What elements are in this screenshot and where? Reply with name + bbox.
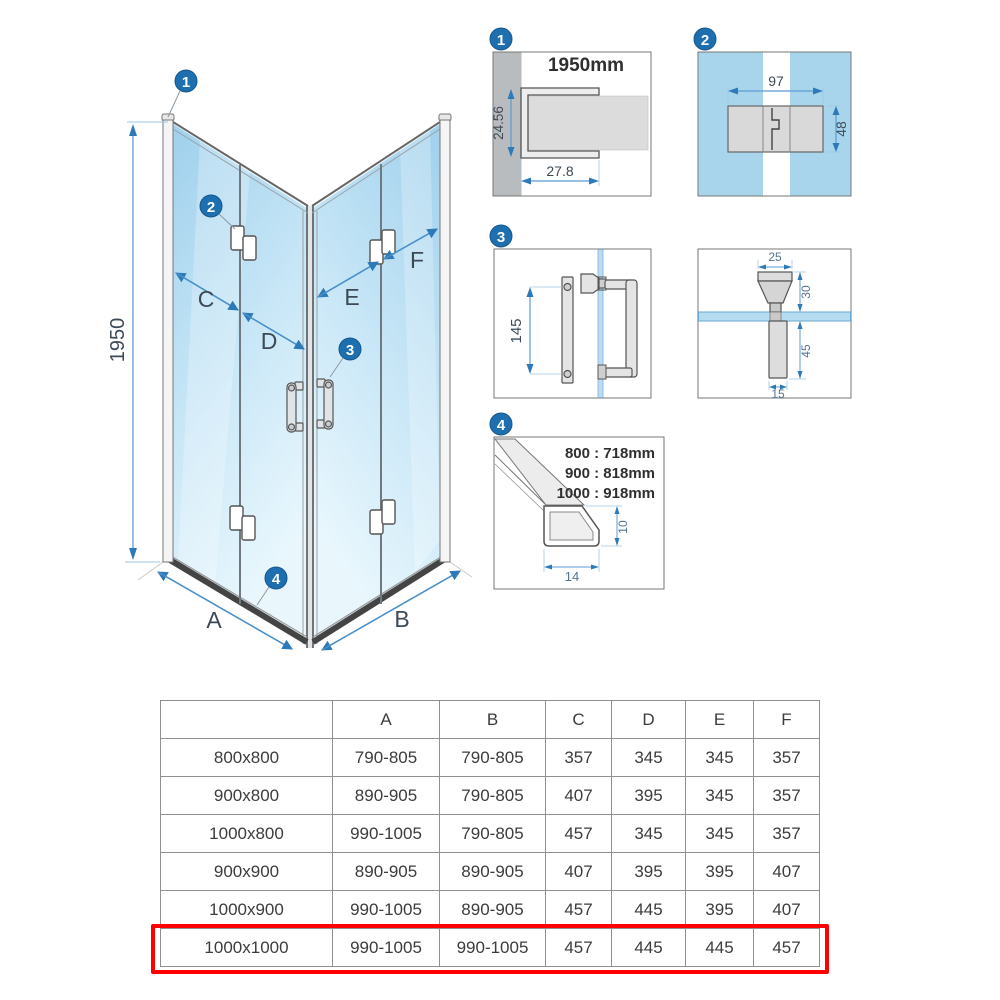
value-cell: 457 xyxy=(546,815,612,853)
svg-text:2: 2 xyxy=(206,199,216,216)
right-wall-post xyxy=(440,120,450,562)
svg-text:145: 145 xyxy=(508,318,525,344)
col-header-size xyxy=(161,701,333,739)
col-header-A: A xyxy=(333,701,440,739)
svg-text:30: 30 xyxy=(799,285,813,299)
value-cell: 990-1005 xyxy=(333,815,440,853)
handle-front-view xyxy=(562,277,573,383)
table-header-row xyxy=(161,701,820,739)
left-wall-post xyxy=(163,120,173,562)
svg-text:24.56: 24.56 xyxy=(491,106,506,140)
svg-text:4: 4 xyxy=(496,417,506,434)
size-line-900: 900 : 818mm xyxy=(564,465,655,482)
svg-text:15: 15 xyxy=(771,387,785,401)
value-cell: 345 xyxy=(612,739,686,777)
value-cell: 890-905 xyxy=(440,891,546,929)
label-A: A xyxy=(206,607,222,633)
svg-text:3: 3 xyxy=(345,342,355,359)
size-line-1000: 1000 : 918mm xyxy=(556,485,655,502)
height-label: 1950 xyxy=(107,317,129,363)
table-row-800x800 xyxy=(161,739,820,777)
table-row-1000x1000 xyxy=(161,929,820,967)
col-header-C: C xyxy=(546,701,612,739)
svg-text:10: 10 xyxy=(616,520,630,534)
value-cell: 345 xyxy=(686,739,754,777)
value-cell: 457 xyxy=(546,891,612,929)
size-cell: 1000x800 xyxy=(161,815,333,853)
col-header-E: E xyxy=(686,701,754,739)
detail-panel-4-bottom-profile xyxy=(480,410,680,600)
value-cell: 990-1005 xyxy=(333,929,440,967)
col-header-F: F xyxy=(754,701,820,739)
glass-pane xyxy=(527,96,648,150)
value-cell: 357 xyxy=(754,815,820,853)
value-cell: 395 xyxy=(686,891,754,929)
table-row-900x900 xyxy=(161,853,820,891)
size-cell: 900x900 xyxy=(161,853,333,891)
value-cell: 990-1005 xyxy=(333,891,440,929)
value-cell: 357 xyxy=(546,739,612,777)
svg-text:3: 3 xyxy=(496,229,506,246)
value-cell: 345 xyxy=(686,815,754,853)
value-cell: 445 xyxy=(612,891,686,929)
value-cell: 890-905 xyxy=(440,853,546,891)
svg-text:97: 97 xyxy=(768,73,784,89)
svg-text:14: 14 xyxy=(564,569,580,584)
svg-text:4: 4 xyxy=(271,571,281,588)
table-row-1000x800 xyxy=(161,815,820,853)
value-cell: 395 xyxy=(612,777,686,815)
table-row-1000x900 xyxy=(161,891,820,929)
label-E: E xyxy=(344,284,360,310)
label-F: F xyxy=(409,247,425,273)
value-cell: 357 xyxy=(754,777,820,815)
svg-text:48: 48 xyxy=(833,121,849,137)
value-cell: 407 xyxy=(546,777,612,815)
label-D: D xyxy=(260,328,278,354)
size-cell: 1000x900 xyxy=(161,891,333,929)
size-cell: 900x800 xyxy=(161,777,333,815)
col-header-D: D xyxy=(612,701,686,739)
value-cell: 790-805 xyxy=(440,739,546,777)
detail-panel-knob-section xyxy=(688,222,868,407)
col-header-B: B xyxy=(440,701,546,739)
svg-text:1: 1 xyxy=(496,32,506,49)
table-row-900x800 xyxy=(161,777,820,815)
main-shower-diagram xyxy=(85,40,490,690)
value-cell: 345 xyxy=(686,777,754,815)
panel1-title: 1950mm xyxy=(547,55,625,76)
value-cell: 457 xyxy=(546,929,612,967)
value-cell: 445 xyxy=(612,929,686,967)
value-cell: 990-1005 xyxy=(440,929,546,967)
size-line-800: 800 : 718mm xyxy=(564,445,655,462)
svg-text:27.8: 27.8 xyxy=(546,163,574,179)
value-cell: 790-805 xyxy=(333,739,440,777)
value-cell: 890-905 xyxy=(333,853,440,891)
value-cell: 407 xyxy=(754,891,820,929)
svg-text:2: 2 xyxy=(700,32,710,49)
size-spec-table xyxy=(160,700,820,967)
detail-panel-1-wall-profile xyxy=(480,25,665,205)
value-cell: 890-905 xyxy=(333,777,440,815)
size-cell: 1000x1000 xyxy=(161,929,333,967)
value-cell: 407 xyxy=(754,853,820,891)
value-cell: 445 xyxy=(686,929,754,967)
value-cell: 345 xyxy=(612,815,686,853)
value-cell: 357 xyxy=(754,739,820,777)
label-C: C xyxy=(197,286,215,312)
callout-1 xyxy=(168,70,197,117)
svg-text:1: 1 xyxy=(181,74,191,91)
value-cell: 407 xyxy=(546,853,612,891)
height-dimension xyxy=(107,122,168,562)
detail-panel-2-hinge xyxy=(688,25,868,205)
size-cell: 800x800 xyxy=(161,739,333,777)
value-cell: 395 xyxy=(612,853,686,891)
detail-panel-3-handle xyxy=(480,222,665,407)
value-cell: 790-805 xyxy=(440,815,546,853)
svg-text:45: 45 xyxy=(799,344,813,358)
svg-text:25: 25 xyxy=(768,250,782,264)
value-cell: 395 xyxy=(686,853,754,891)
label-B: B xyxy=(394,606,410,632)
value-cell: 790-805 xyxy=(440,777,546,815)
value-cell: 457 xyxy=(754,929,820,967)
